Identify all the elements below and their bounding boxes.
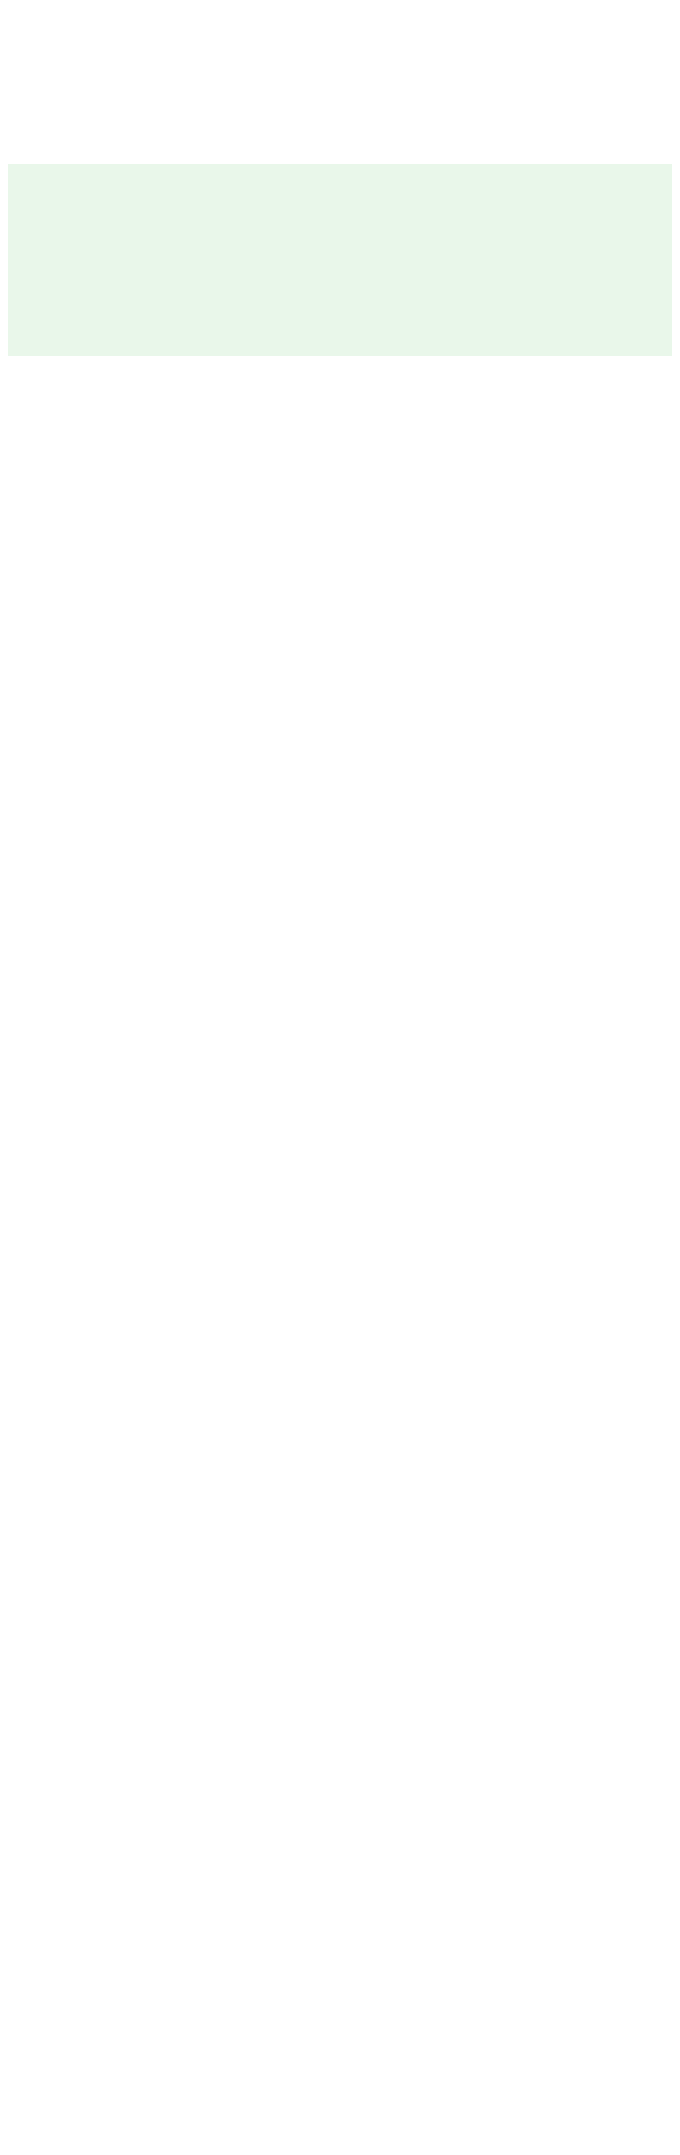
equation-item <box>8 118 672 148</box>
equation-text <box>36 32 672 54</box>
equation-number <box>8 92 26 114</box>
answer-text <box>44 204 664 226</box>
equation-number <box>8 32 26 54</box>
site-banner <box>0 0 680 22</box>
equation-number <box>8 62 26 84</box>
answer-item <box>16 200 664 230</box>
equation-item <box>8 88 672 118</box>
solution-content <box>0 22 680 356</box>
equation-text <box>36 92 672 114</box>
answer-item <box>16 320 664 350</box>
equation-list <box>8 22 672 154</box>
answer-text <box>44 264 664 286</box>
answer-text <box>44 324 664 346</box>
answer-text <box>44 174 664 196</box>
equation-item <box>8 58 672 88</box>
answer-number <box>16 234 34 256</box>
answer-block <box>8 164 672 356</box>
answer-text <box>44 294 664 316</box>
equation-number <box>8 122 26 144</box>
answer-item <box>16 290 664 320</box>
equation-text <box>36 62 672 84</box>
answer-number <box>16 324 34 346</box>
answer-number <box>16 174 34 196</box>
equation-item <box>8 28 672 58</box>
answer-item <box>16 170 664 200</box>
answer-item <box>16 260 664 290</box>
answer-text <box>44 234 664 256</box>
answer-number <box>16 204 34 226</box>
answer-item <box>16 230 664 260</box>
answer-number <box>16 264 34 286</box>
equation-text <box>36 122 672 144</box>
answer-number <box>16 294 34 316</box>
